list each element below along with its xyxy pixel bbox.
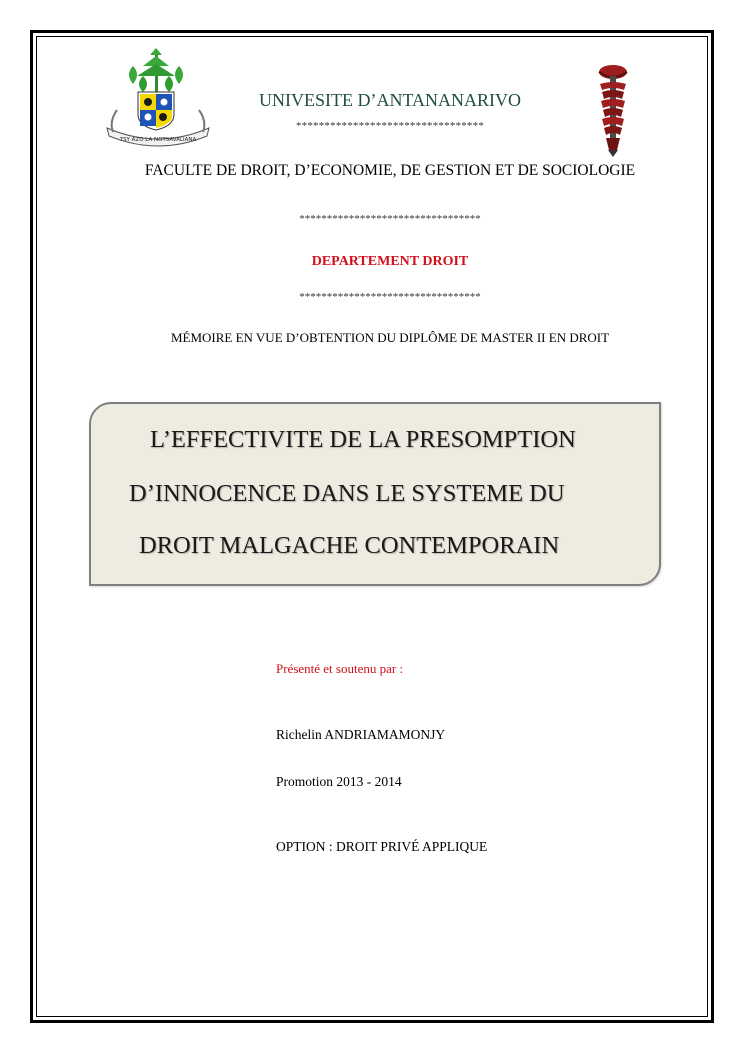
thesis-title-line-2: D’INNOCENCE DANS LE SYSTEME DU [129, 480, 565, 507]
option-label: OPTION : DROIT PRIVÉ APPLIQUE [276, 839, 488, 854]
university-name: UNIVESITE D’ANTANANARIVO [258, 90, 522, 110]
faculty-name: FACULTE DE DROIT, D’ECONOMIE, DE GESTION ET DE SOCIOLOGIE [144, 162, 636, 179]
department-name: DEPARTEMENT DROIT [311, 254, 469, 269]
presented-by-label: Présenté et soutenu par : [276, 661, 404, 676]
thesis-title-line-1: L’EFFECTIVITE DE LA PRESOMPTION [150, 426, 576, 453]
thesis-title-line-3: DROIT MALGACHE CONTEMPORAIN [139, 532, 560, 559]
author-name: Richelin ANDRIAMAMONJY [276, 727, 446, 742]
promotion-year: Promotion 2013 - 2014 [276, 774, 402, 789]
star-separator: ********************************* [295, 120, 485, 132]
star-separator: ********************************* [299, 213, 481, 225]
star-separator: ********************************* [299, 291, 481, 303]
degree-statement: MÉMOIRE EN VUE D’OBTENTION DU DIPLÔME DE MASTER II EN DROIT [170, 330, 610, 345]
svg-text:TSY AZO LA NOTSAVALIANA: TSY AZO LA NOTSAVALIANA [119, 137, 197, 143]
faculty-emblem-logo [588, 62, 638, 158]
